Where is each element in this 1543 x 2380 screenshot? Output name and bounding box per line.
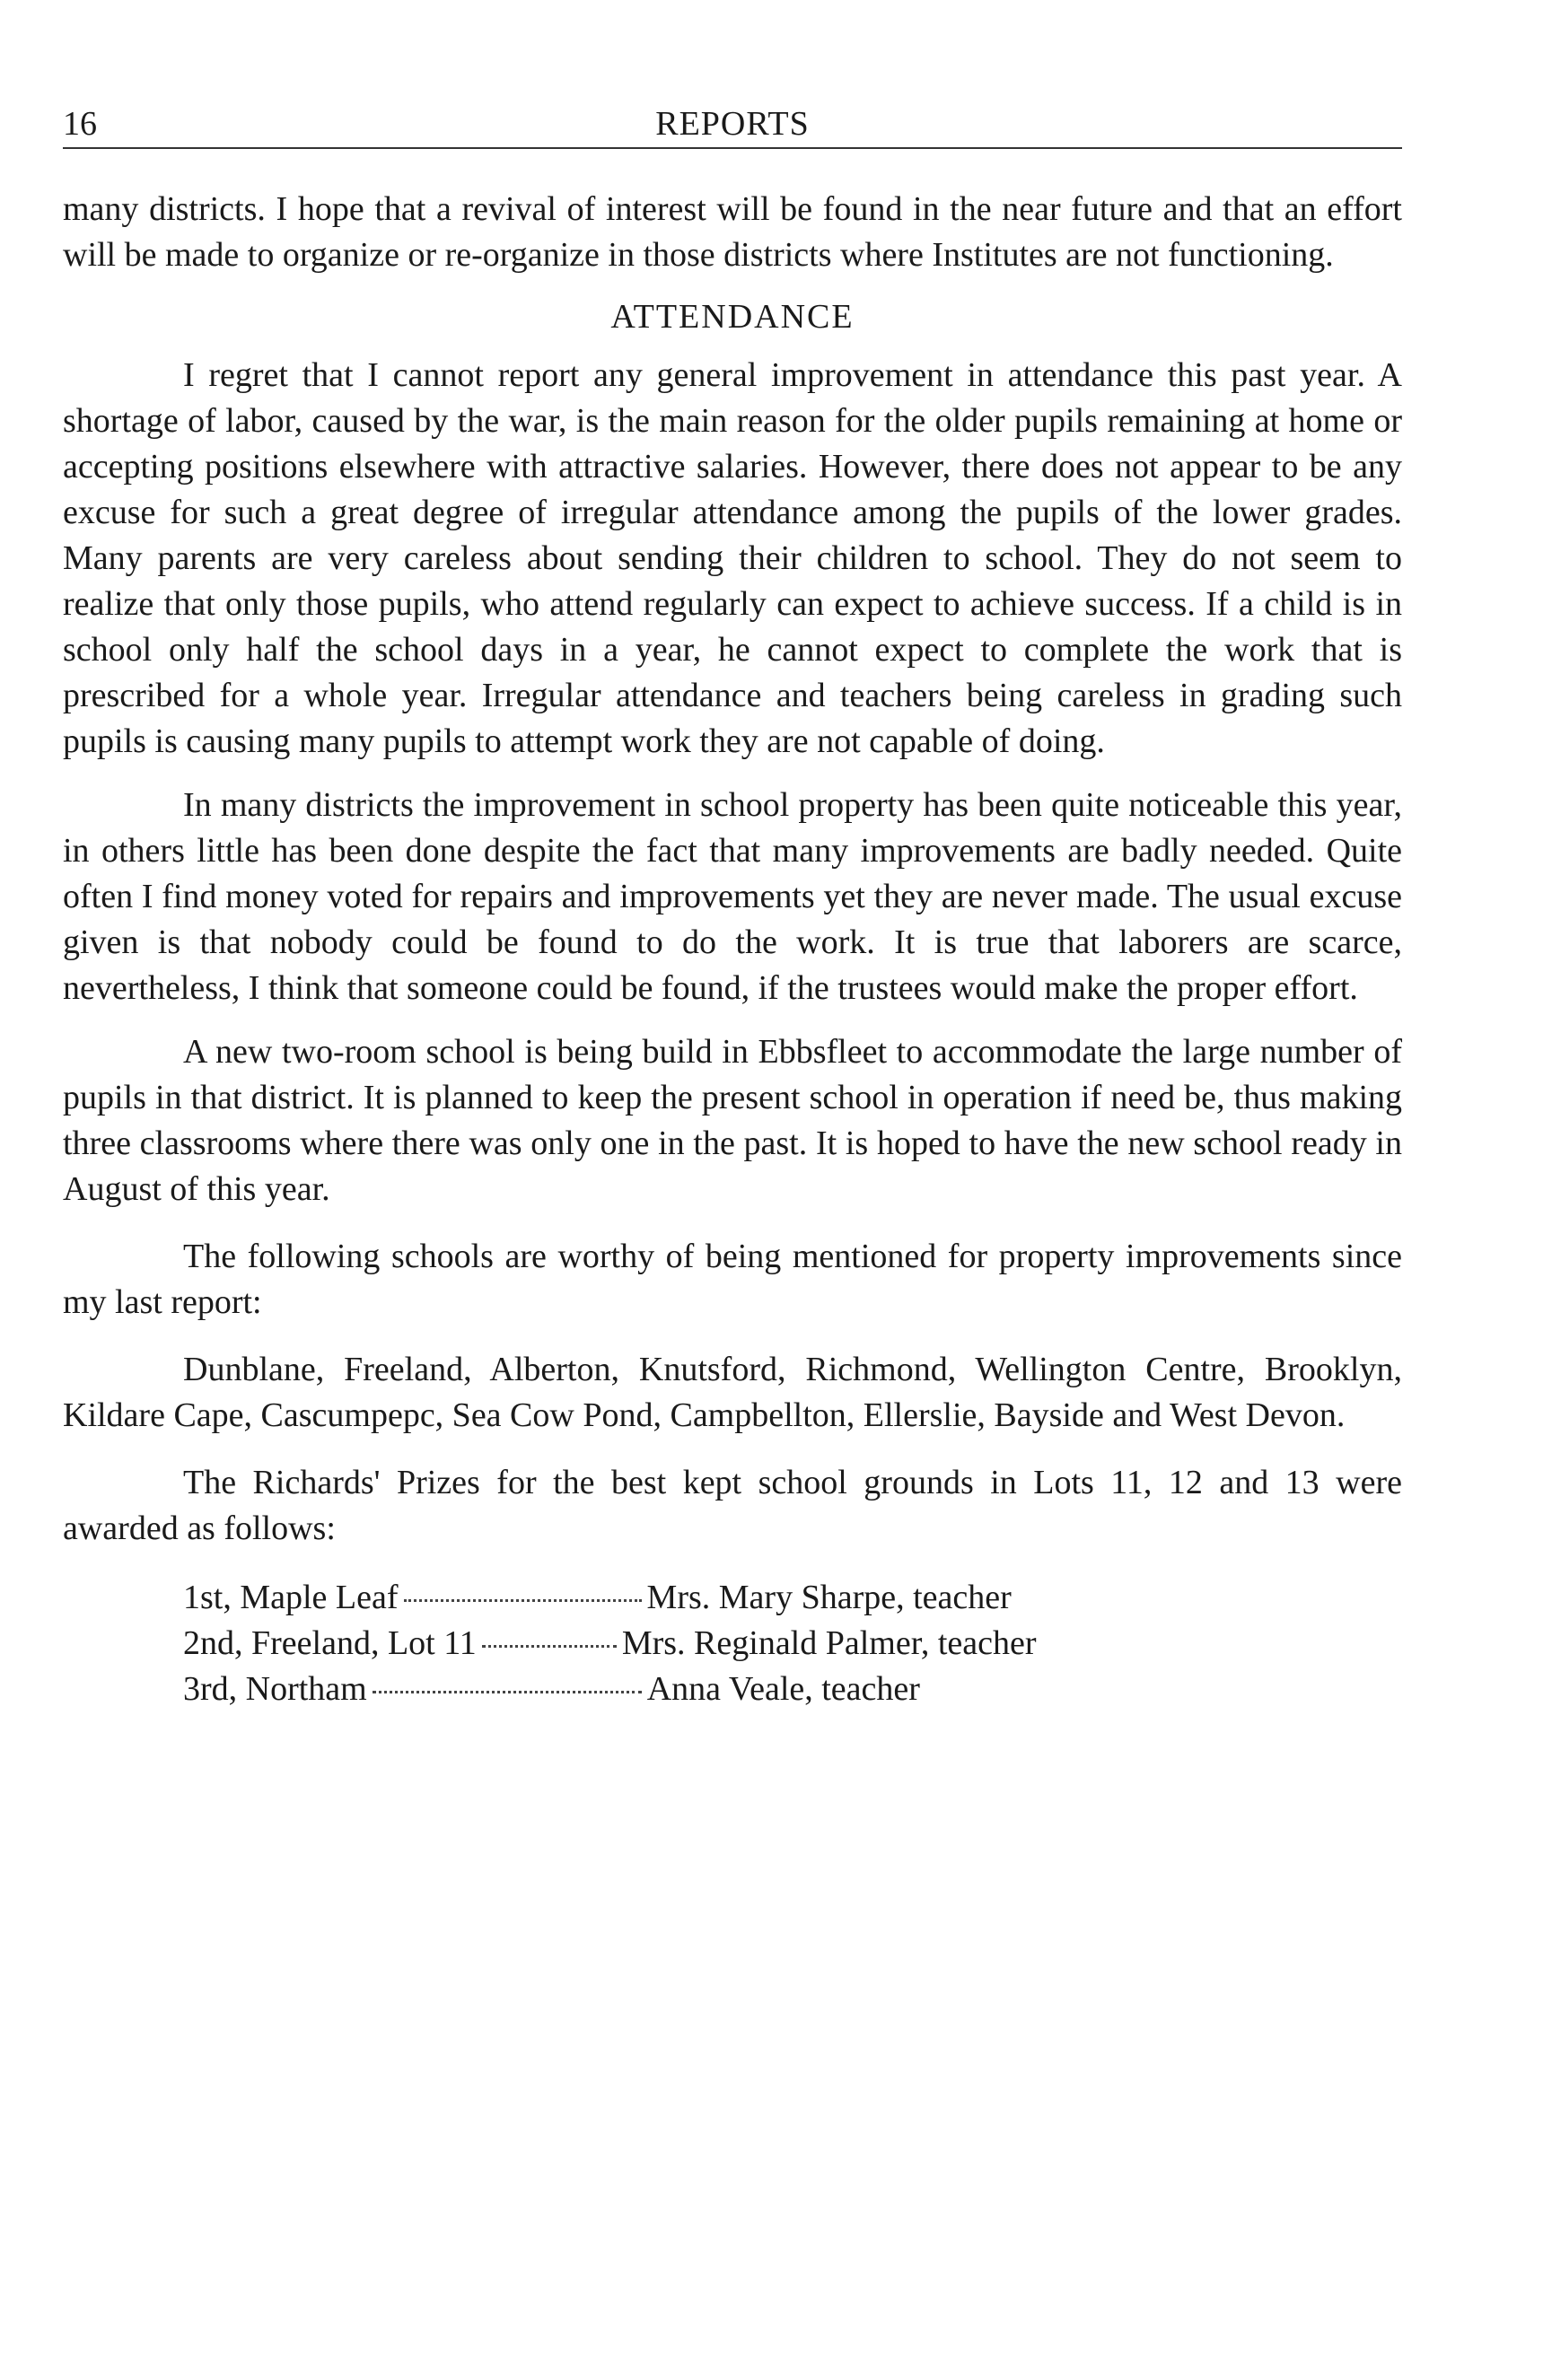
header-rule <box>63 147 1402 149</box>
worthy-schools-intro: The following schools are worthy of being mentioned for property improvements since my last report: <box>63 1238 1402 1321</box>
dot-leader <box>482 1645 617 1648</box>
prize-place: 1st, Maple Leaf <box>183 1579 399 1616</box>
prizes-intro-paragraph: The Richards' Prizes for the best kept school grounds in Lots 11, 12 and 13 were awarded as follows: <box>63 1464 1402 1547</box>
attendance-heading: ATTENDANCE <box>610 298 855 336</box>
dot-leader <box>373 1691 642 1693</box>
prize-place: 3rd, Northam <box>183 1670 367 1708</box>
schools-list: Dunblane, Freeland, Alberton, Knutsford, Richmond, Wellington Centre, Brooklyn, Kildare Cape, Cascumpepc, Sea Cow Pond, Campbellton, Ellerslie, Bayside and West Devon. <box>63 1351 1402 1434</box>
prize-winner: Mrs. Mary Sharpe, teacher <box>646 1579 1012 1616</box>
intro-continuation-paragraph: many districts. I hope that a revival of interest will be found in the near future and that an effort will be made to organize or re-organize in those districts where Institutes are not functioning. <box>63 190 1402 274</box>
attendance-paragraph: I regret that I cannot report any general improvement in attendance this past year. A shortage of labor, caused by the war, is the main reason for the older pupils remaining at home or accepting positions elsewhere with attractive salaries. However, there does not appear to be any excuse for such a great degree of irregular attendance among the pupils of the lower grades. Many parents are very careless about sending their children to school. They do not seem to realize that only those pupils, who attend regularly can expect to achieve success. If a child is in school only half the school days in a year, he cannot expect to complete the work that is prescribed for a whole year. Irregular attendance and teachers being careless in grading such pupils is causing many pupils to attempt work they are not capable of doing. <box>63 356 1402 760</box>
prize-winner: Anna Veale, teacher <box>646 1670 920 1708</box>
document-page <box>63 0 1402 2380</box>
prize-row <box>183 1621 1402 1667</box>
report-body <box>63 187 1402 1712</box>
dot-leader <box>404 1599 642 1602</box>
property-paragraph: In many districts the improvement in school property has been quite noticeable this year, in others little has been done despite the fact that many improvements are badly needed. Quite often I find money voted for repairs and improvements yet they are never made. The usual excuse given is that nobody could be found to do the work. It is true that laborers are scarce, nevertheless, I think that someone could be found, if the trustees would make the proper effort. <box>63 786 1402 1007</box>
prize-row <box>183 1575 1402 1621</box>
prize-place: 2nd, Freeland, Lot 11 <box>183 1624 477 1662</box>
prize-row <box>183 1667 1402 1712</box>
running-title: REPORTS <box>655 105 810 143</box>
prize-winner: Mrs. Reginald Palmer, teacher <box>621 1624 1037 1662</box>
page-number: 16 <box>63 105 97 143</box>
running-header <box>63 101 1402 147</box>
prizes-list <box>63 1575 1402 1712</box>
ebbsfleet-paragraph: A new two-room school is being build in Ebbsfleet to accommodate the large number of pupils in that district. It is planned to keep the present school in operation if need be, thus making three classrooms where there was only one in the past. It is hoped to have the new school ready in August of this year. <box>63 1033 1402 1208</box>
